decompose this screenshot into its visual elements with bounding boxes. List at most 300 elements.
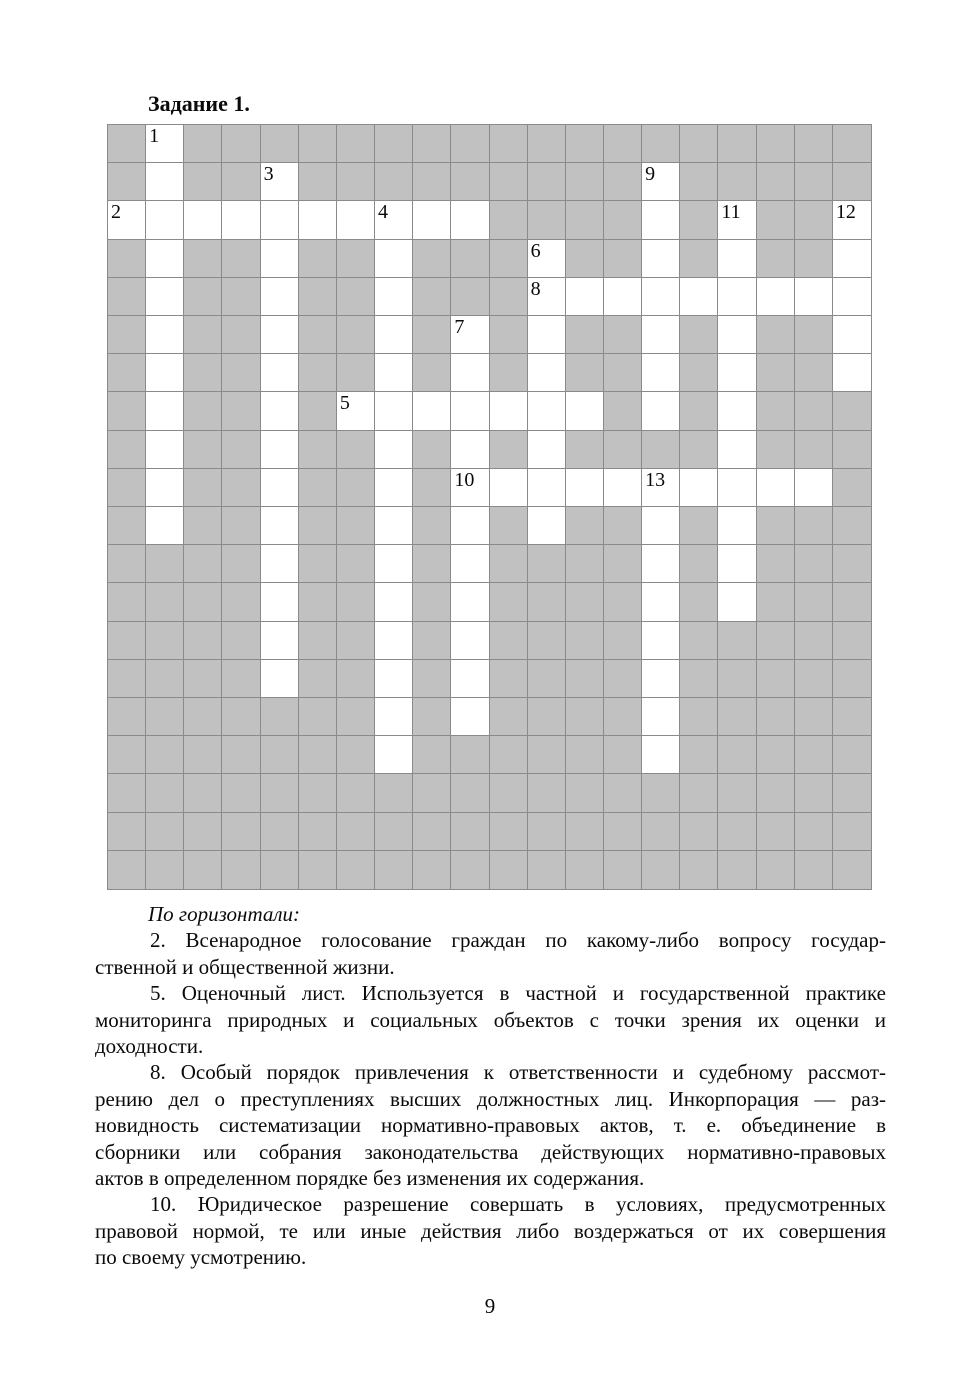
cell-number-3: 3 — [263, 163, 274, 186]
grid-cell-r7c17 — [718, 354, 756, 392]
grid-cell-r16c11 — [490, 698, 528, 736]
grid-cell-r2c11 — [490, 163, 528, 201]
grid-cell-r13c14 — [604, 583, 642, 621]
clues-section — [95, 901, 886, 1271]
grid-cell-r5c10 — [451, 278, 489, 316]
grid-cell-r2c17 — [718, 163, 756, 201]
grid-cell-r5c11 — [490, 278, 528, 316]
grid-cell-r18c4 — [222, 774, 260, 812]
grid-cell-r4c14 — [604, 240, 642, 278]
grid-cell-r13c6 — [299, 583, 337, 621]
grid-cell-r12c12 — [528, 545, 566, 583]
grid-cell-r20c13 — [566, 851, 604, 889]
grid-cell-r14c4 — [222, 622, 260, 660]
grid-cell-r9c14 — [604, 431, 642, 469]
grid-cell-r3c15 — [642, 201, 680, 239]
grid-cell-r10c19 — [795, 469, 833, 507]
cell-number-6: 6 — [530, 239, 541, 262]
grid-cell-r8c15 — [642, 392, 680, 430]
grid-cell-r5c7 — [337, 278, 375, 316]
grid-cell-r10c3 — [184, 469, 222, 507]
grid-cell-r1c10 — [451, 125, 489, 163]
grid-cell-r6c4 — [222, 316, 260, 354]
grid-cell-r1c12 — [528, 125, 566, 163]
grid-cell-r8c9 — [413, 392, 451, 430]
grid-cell-r4c5 — [261, 240, 299, 278]
grid-cell-r16c4 — [222, 698, 260, 736]
clue-2-line-1: 2. Всенародное голосование граждан по какому-либо вопросу государ- — [150, 928, 886, 953]
grid-cell-r9c16 — [680, 431, 718, 469]
cell-number-10: 10 — [454, 468, 475, 491]
grid-cell-r17c13 — [566, 736, 604, 774]
grid-cell-r17c16 — [680, 736, 718, 774]
grid-cell-r20c15 — [642, 851, 680, 889]
grid-cell-r3c8 — [375, 201, 413, 239]
grid-cell-r2c9 — [413, 163, 451, 201]
grid-cell-r1c5 — [261, 125, 299, 163]
grid-cell-r19c11 — [490, 813, 528, 851]
grid-cell-r11c8 — [375, 507, 413, 545]
grid-cell-r19c9 — [413, 813, 451, 851]
cell-number-7: 7 — [454, 316, 465, 338]
grid-cell-r13c10 — [451, 583, 489, 621]
grid-cell-r4c3 — [184, 240, 222, 278]
grid-cell-r12c5 — [261, 545, 299, 583]
cell-number-1: 1 — [149, 125, 160, 147]
grid-cell-r3c16 — [680, 201, 718, 239]
grid-cell-r4c18 — [757, 240, 795, 278]
grid-cell-r7c15 — [642, 354, 680, 392]
grid-cell-r8c1 — [108, 392, 146, 430]
grid-cell-r5c15 — [642, 278, 680, 316]
grid-cell-r19c15 — [642, 813, 680, 851]
grid-cell-r9c3 — [184, 431, 222, 469]
grid-cell-r19c5 — [261, 813, 299, 851]
grid-cell-r12c19 — [795, 545, 833, 583]
grid-cell-r14c12 — [528, 622, 566, 660]
grid-cell-r5c2 — [146, 278, 184, 316]
crossword-grid — [107, 124, 872, 890]
grid-cell-r1c14 — [604, 125, 642, 163]
grid-cell-r7c12 — [528, 354, 566, 392]
grid-cell-r6c14 — [604, 316, 642, 354]
grid-cell-r9c13 — [566, 431, 604, 469]
grid-cell-r2c8 — [375, 163, 413, 201]
grid-cell-r18c15 — [642, 774, 680, 812]
grid-cell-r1c16 — [680, 125, 718, 163]
grid-cell-r5c17 — [718, 278, 756, 316]
grid-cell-r15c16 — [680, 660, 718, 698]
grid-cell-r1c19 — [795, 125, 833, 163]
grid-cell-r15c10 — [451, 660, 489, 698]
cell-number-8: 8 — [530, 277, 541, 300]
clue-10-line-1: 10. Юридическое разрешение совершать в условиях, предусмотренных — [150, 1192, 886, 1217]
grid-cell-r18c16 — [680, 774, 718, 812]
grid-cell-r8c4 — [222, 392, 260, 430]
clue-8-line-5: актов в определенном порядке без изменения их содержания. — [95, 1166, 645, 1191]
grid-cell-r10c14 — [604, 469, 642, 507]
clue-10 — [95, 1191, 886, 1270]
grid-cell-r11c15 — [642, 507, 680, 545]
grid-cell-r10c20 — [833, 469, 871, 507]
clue-list — [95, 927, 886, 1270]
grid-cell-r15c3 — [184, 660, 222, 698]
grid-cell-r1c3 — [184, 125, 222, 163]
grid-cell-r20c7 — [337, 851, 375, 889]
grid-cell-r6c7 — [337, 316, 375, 354]
grid-cell-r20c9 — [413, 851, 451, 889]
grid-cell-r18c3 — [184, 774, 222, 812]
grid-cell-r19c7 — [337, 813, 375, 851]
grid-cell-r13c20 — [833, 583, 871, 621]
grid-cell-r3c10 — [451, 201, 489, 239]
grid-cell-r15c9 — [413, 660, 451, 698]
grid-cell-r17c2 — [146, 736, 184, 774]
grid-cell-r11c7 — [337, 507, 375, 545]
grid-cell-r15c15 — [642, 660, 680, 698]
grid-cell-r20c16 — [680, 851, 718, 889]
grid-cell-r15c5 — [261, 660, 299, 698]
grid-cell-r17c4 — [222, 736, 260, 774]
grid-cell-r2c6 — [299, 163, 337, 201]
grid-cell-r10c17 — [718, 469, 756, 507]
grid-cell-r2c19 — [795, 163, 833, 201]
clue-8-line-2: рению дел о преступлениях высших должностных лиц. Инкорпорация — раз- — [95, 1086, 886, 1111]
grid-cell-r1c17 — [718, 125, 756, 163]
grid-cell-r19c14 — [604, 813, 642, 851]
grid-cell-r11c1 — [108, 507, 146, 545]
grid-cell-r5c16 — [680, 278, 718, 316]
grid-cell-r6c20 — [833, 316, 871, 354]
grid-cell-r9c4 — [222, 431, 260, 469]
grid-cell-r16c12 — [528, 698, 566, 736]
grid-cell-r5c1 — [108, 278, 146, 316]
grid-cell-r13c17 — [718, 583, 756, 621]
grid-cell-r4c19 — [795, 240, 833, 278]
grid-cell-r3c14 — [604, 201, 642, 239]
grid-cell-r12c17 — [718, 545, 756, 583]
grid-cell-r20c18 — [757, 851, 795, 889]
grid-cell-r4c1 — [108, 240, 146, 278]
grid-cell-r3c1 — [108, 201, 146, 239]
grid-cell-r12c10 — [451, 545, 489, 583]
grid-cell-r1c7 — [337, 125, 375, 163]
grid-cell-r17c3 — [184, 736, 222, 774]
grid-cell-r7c10 — [451, 354, 489, 392]
grid-cell-r11c19 — [795, 507, 833, 545]
grid-cell-r20c8 — [375, 851, 413, 889]
grid-cell-r11c14 — [604, 507, 642, 545]
grid-cell-r16c10 — [451, 698, 489, 736]
grid-cell-r3c19 — [795, 201, 833, 239]
grid-cell-r4c10 — [451, 240, 489, 278]
grid-cell-r14c18 — [757, 622, 795, 660]
grid-cell-r16c17 — [718, 698, 756, 736]
grid-cell-r19c3 — [184, 813, 222, 851]
grid-cell-r6c5 — [261, 316, 299, 354]
grid-cell-r1c4 — [222, 125, 260, 163]
grid-cell-r16c5 — [261, 698, 299, 736]
grid-cell-r10c18 — [757, 469, 795, 507]
grid-cell-r5c18 — [757, 278, 795, 316]
grid-cell-r19c19 — [795, 813, 833, 851]
grid-cell-r10c4 — [222, 469, 260, 507]
clue-8 — [95, 1059, 886, 1191]
grid-cell-r16c14 — [604, 698, 642, 736]
grid-cell-r2c18 — [757, 163, 795, 201]
grid-cell-r19c6 — [299, 813, 337, 851]
grid-cell-r4c4 — [222, 240, 260, 278]
grid-cell-r4c13 — [566, 240, 604, 278]
grid-cell-r3c7 — [337, 201, 375, 239]
grid-cell-r2c4 — [222, 163, 260, 201]
grid-cell-r17c19 — [795, 736, 833, 774]
grid-cell-r20c17 — [718, 851, 756, 889]
clue-5-line-2: мониторинга природных и социальных объектов с точки зрения их оценки и — [95, 1007, 886, 1032]
grid-cell-r19c4 — [222, 813, 260, 851]
grid-cell-r5c8 — [375, 278, 413, 316]
clue-10-line-2: правовой нормой, те или иные действия либо воздержаться от их совершения — [95, 1218, 886, 1243]
grid-cell-r10c16 — [680, 469, 718, 507]
grid-cell-r3c9 — [413, 201, 451, 239]
clue-8-line-1: 8. Особый порядок привлечения к ответственности и судебному рассмот- — [150, 1060, 886, 1085]
grid-cell-r17c14 — [604, 736, 642, 774]
grid-cell-r8c14 — [604, 392, 642, 430]
cell-number-4: 4 — [378, 201, 389, 224]
grid-cell-r5c4 — [222, 278, 260, 316]
grid-cell-r8c11 — [490, 392, 528, 430]
clue-10-line-3: по своему усмотрению. — [95, 1245, 307, 1270]
grid-cell-r14c9 — [413, 622, 451, 660]
grid-cell-r7c1 — [108, 354, 146, 392]
grid-cell-r14c3 — [184, 622, 222, 660]
grid-cell-r18c13 — [566, 774, 604, 812]
grid-cell-r15c7 — [337, 660, 375, 698]
grid-cell-r1c15 — [642, 125, 680, 163]
grid-cell-r1c9 — [413, 125, 451, 163]
grid-cell-r6c18 — [757, 316, 795, 354]
grid-cell-r7c19 — [795, 354, 833, 392]
grid-cell-r11c10 — [451, 507, 489, 545]
grid-cell-r12c8 — [375, 545, 413, 583]
grid-cell-r8c8 — [375, 392, 413, 430]
grid-cell-r19c20 — [833, 813, 871, 851]
grid-cell-r4c11 — [490, 240, 528, 278]
grid-cell-r17c15 — [642, 736, 680, 774]
grid-cell-r17c9 — [413, 736, 451, 774]
grid-cell-r3c5 — [261, 201, 299, 239]
grid-cell-r4c15 — [642, 240, 680, 278]
task-title: Задание 1. — [148, 91, 250, 116]
grid-cell-r7c16 — [680, 354, 718, 392]
grid-cell-r3c4 — [222, 201, 260, 239]
grid-cell-r13c15 — [642, 583, 680, 621]
grid-cell-r17c18 — [757, 736, 795, 774]
grid-cell-r8c6 — [299, 392, 337, 430]
grid-cell-r10c1 — [108, 469, 146, 507]
clue-2 — [95, 927, 886, 980]
grid-cell-r17c20 — [833, 736, 871, 774]
grid-cell-r11c9 — [413, 507, 451, 545]
clue-5-line-1: 5. Оценочный лист. Используется в частной и государственной практике — [150, 981, 886, 1006]
grid-cell-r11c3 — [184, 507, 222, 545]
grid-cell-r20c19 — [795, 851, 833, 889]
grid-cell-r5c6 — [299, 278, 337, 316]
grid-cell-r1c8 — [375, 125, 413, 163]
grid-cell-r14c13 — [566, 622, 604, 660]
grid-cell-r9c11 — [490, 431, 528, 469]
grid-cell-r5c3 — [184, 278, 222, 316]
grid-cell-r16c16 — [680, 698, 718, 736]
grid-cell-r12c18 — [757, 545, 795, 583]
grid-cell-r18c9 — [413, 774, 451, 812]
grid-cell-r20c5 — [261, 851, 299, 889]
grid-cell-r2c5 — [261, 163, 299, 201]
grid-cell-r9c1 — [108, 431, 146, 469]
grid-cell-r17c10 — [451, 736, 489, 774]
grid-cell-r8c17 — [718, 392, 756, 430]
grid-cell-r15c8 — [375, 660, 413, 698]
grid-cell-r14c2 — [146, 622, 184, 660]
grid-cell-r12c11 — [490, 545, 528, 583]
grid-cell-r14c15 — [642, 622, 680, 660]
grid-cell-r7c8 — [375, 354, 413, 392]
grid-cell-r17c1 — [108, 736, 146, 774]
grid-cell-r13c2 — [146, 583, 184, 621]
grid-cell-r4c7 — [337, 240, 375, 278]
grid-cell-r17c8 — [375, 736, 413, 774]
grid-cell-r13c7 — [337, 583, 375, 621]
grid-cell-r14c1 — [108, 622, 146, 660]
grid-cell-r3c3 — [184, 201, 222, 239]
grid-cell-r13c1 — [108, 583, 146, 621]
grid-cell-r13c13 — [566, 583, 604, 621]
grid-cell-r16c6 — [299, 698, 337, 736]
grid-cell-r17c17 — [718, 736, 756, 774]
grid-cell-r6c1 — [108, 316, 146, 354]
grid-cell-r4c20 — [833, 240, 871, 278]
grid-cell-r20c14 — [604, 851, 642, 889]
grid-cell-r12c15 — [642, 545, 680, 583]
grid-cell-r10c6 — [299, 469, 337, 507]
grid-cell-r19c13 — [566, 813, 604, 851]
grid-cell-r7c9 — [413, 354, 451, 392]
grid-cell-r18c12 — [528, 774, 566, 812]
grid-cell-r6c10 — [451, 316, 489, 354]
grid-cell-r17c5 — [261, 736, 299, 774]
grid-cell-r12c14 — [604, 545, 642, 583]
grid-cell-r12c16 — [680, 545, 718, 583]
grid-cell-r7c2 — [146, 354, 184, 392]
grid-cell-r18c11 — [490, 774, 528, 812]
grid-cell-r5c13 — [566, 278, 604, 316]
grid-cell-r16c8 — [375, 698, 413, 736]
grid-cell-r8c5 — [261, 392, 299, 430]
grid-cell-r17c12 — [528, 736, 566, 774]
grid-cell-r2c16 — [680, 163, 718, 201]
grid-cell-r11c5 — [261, 507, 299, 545]
grid-cell-r18c6 — [299, 774, 337, 812]
grid-cell-r9c2 — [146, 431, 184, 469]
grid-cell-r8c18 — [757, 392, 795, 430]
grid-cell-r13c16 — [680, 583, 718, 621]
grid-cell-r2c7 — [337, 163, 375, 201]
grid-cell-r1c6 — [299, 125, 337, 163]
grid-cell-r13c3 — [184, 583, 222, 621]
grid-cell-r11c16 — [680, 507, 718, 545]
grid-cell-r14c19 — [795, 622, 833, 660]
grid-cell-r10c11 — [490, 469, 528, 507]
grid-cell-r16c1 — [108, 698, 146, 736]
grid-cell-r4c16 — [680, 240, 718, 278]
grid-cell-r15c20 — [833, 660, 871, 698]
grid-cell-r10c5 — [261, 469, 299, 507]
grid-cell-r2c13 — [566, 163, 604, 201]
grid-cell-r8c13 — [566, 392, 604, 430]
grid-cell-r14c10 — [451, 622, 489, 660]
grid-cell-r15c4 — [222, 660, 260, 698]
grid-cell-r10c12 — [528, 469, 566, 507]
grid-cell-r12c1 — [108, 545, 146, 583]
grid-cell-r2c12 — [528, 163, 566, 201]
grid-cell-r9c12 — [528, 431, 566, 469]
grid-cell-r14c6 — [299, 622, 337, 660]
grid-cell-r13c8 — [375, 583, 413, 621]
grid-cell-r4c12 — [528, 240, 566, 278]
grid-cell-r16c19 — [795, 698, 833, 736]
grid-cell-r5c9 — [413, 278, 451, 316]
grid-cell-r11c4 — [222, 507, 260, 545]
grid-cell-r10c2 — [146, 469, 184, 507]
grid-cell-r3c12 — [528, 201, 566, 239]
grid-cell-r13c4 — [222, 583, 260, 621]
grid-cell-r15c19 — [795, 660, 833, 698]
grid-cell-r4c17 — [718, 240, 756, 278]
grid-cell-r17c7 — [337, 736, 375, 774]
grid-cell-r8c3 — [184, 392, 222, 430]
grid-cell-r19c10 — [451, 813, 489, 851]
grid-cell-r1c2 — [146, 125, 184, 163]
grid-cell-r19c16 — [680, 813, 718, 851]
grid-cell-r20c11 — [490, 851, 528, 889]
grid-cell-r13c11 — [490, 583, 528, 621]
grid-cell-r6c17 — [718, 316, 756, 354]
grid-cell-r11c12 — [528, 507, 566, 545]
grid-cell-r16c9 — [413, 698, 451, 736]
grid-cell-r15c18 — [757, 660, 795, 698]
grid-cell-r10c8 — [375, 469, 413, 507]
grid-cell-r8c2 — [146, 392, 184, 430]
grid-cell-r8c10 — [451, 392, 489, 430]
grid-cell-r16c18 — [757, 698, 795, 736]
grid-cell-r9c5 — [261, 431, 299, 469]
grid-cell-r7c14 — [604, 354, 642, 392]
grid-cell-r12c2 — [146, 545, 184, 583]
grid-cell-r14c20 — [833, 622, 871, 660]
grid-cell-r3c6 — [299, 201, 337, 239]
grid-cell-r2c15 — [642, 163, 680, 201]
grid-cell-r4c8 — [375, 240, 413, 278]
grid-cell-r9c18 — [757, 431, 795, 469]
cell-number-2: 2 — [111, 201, 121, 224]
grid-cell-r12c9 — [413, 545, 451, 583]
grid-cell-r6c2 — [146, 316, 184, 354]
grid-cell-r9c20 — [833, 431, 871, 469]
grid-cell-r8c20 — [833, 392, 871, 430]
grid-cell-r11c2 — [146, 507, 184, 545]
grid-cell-r10c15 — [642, 469, 680, 507]
grid-cell-r4c6 — [299, 240, 337, 278]
